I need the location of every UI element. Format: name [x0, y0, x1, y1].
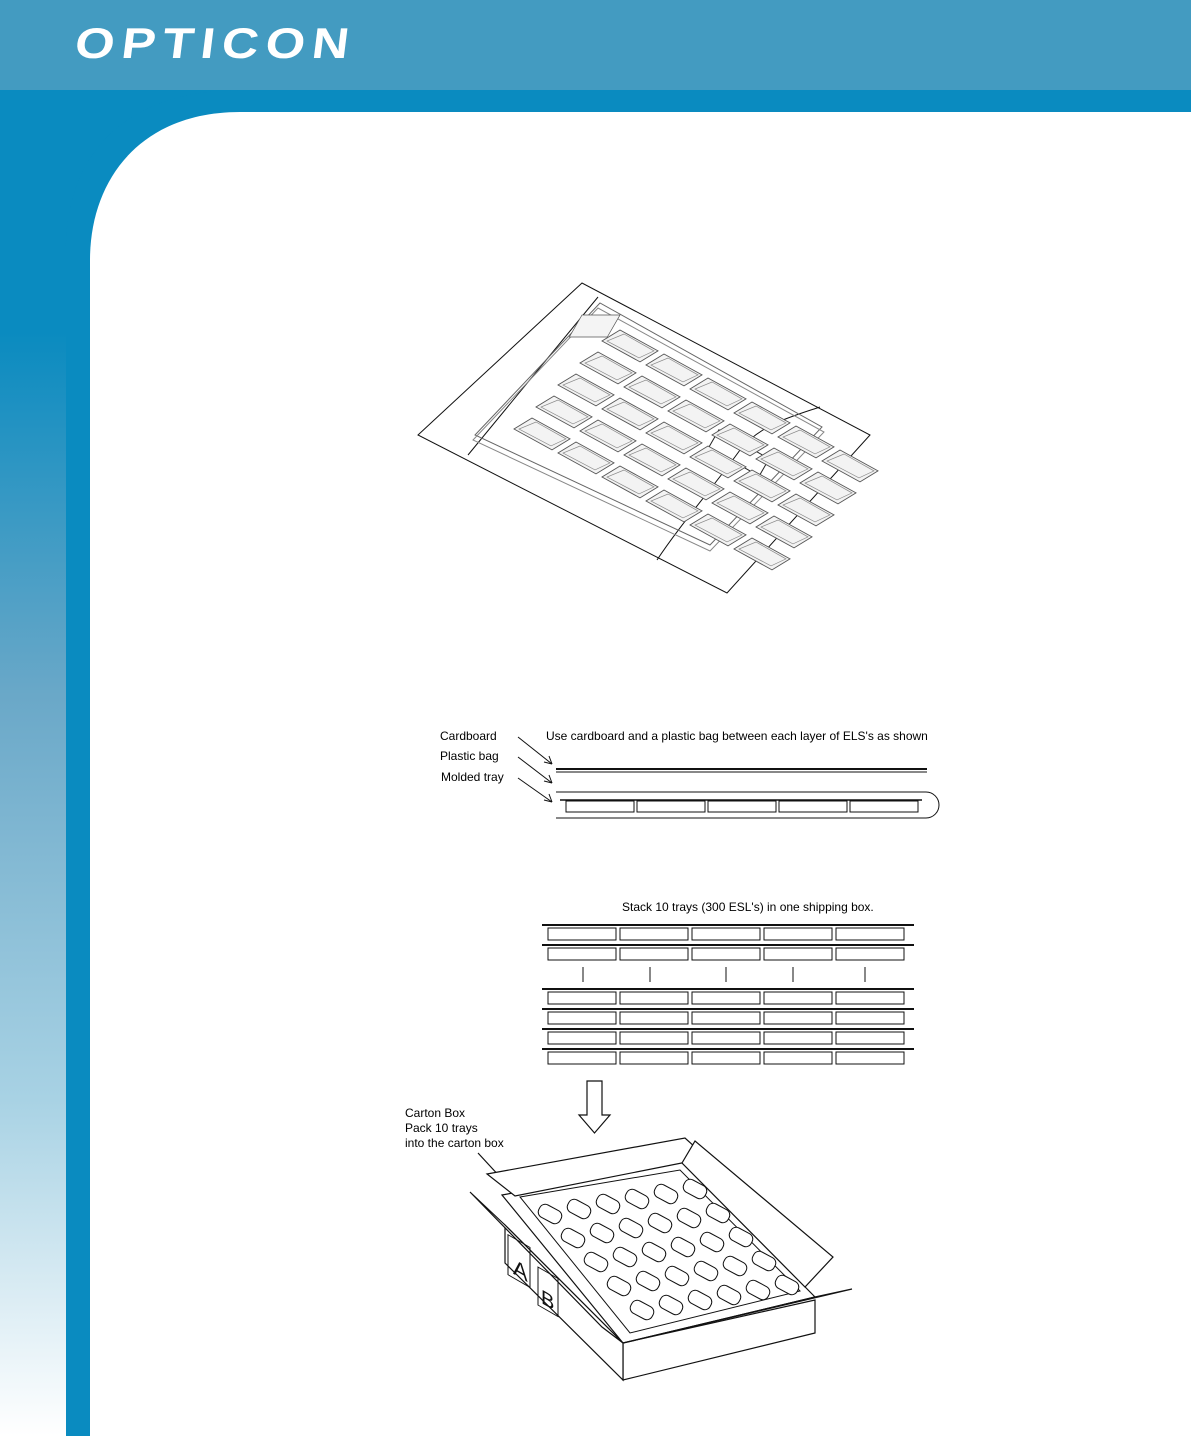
- tray-pocket: [624, 376, 680, 408]
- plastic-bag-wrap: [556, 792, 939, 818]
- tray-pocket: [602, 466, 658, 498]
- tray-pocket: [602, 398, 658, 430]
- tray-pocket: [712, 492, 768, 524]
- tray-layer-6: [542, 1049, 914, 1064]
- tray-pocket: [558, 442, 614, 474]
- tray-pocket: [756, 516, 812, 548]
- tray-layer-3: [542, 989, 914, 1004]
- box-letter-b: B: [541, 1284, 555, 1316]
- tray-pocket: [558, 374, 614, 406]
- stack-caption: Stack 10 trays (300 ESL's) in one shipping box.: [622, 900, 874, 914]
- molded-tray-label: Molded tray: [441, 770, 504, 784]
- tray-pocket: [536, 396, 592, 428]
- tray-pocket-grid: [470, 300, 830, 560]
- tray-pocket: [668, 468, 724, 500]
- tray-layer-5: [542, 1029, 914, 1044]
- tray-pocket: [580, 420, 636, 452]
- carton-label-line-2: Pack 10 trays: [405, 1121, 478, 1135]
- tray-pocket: [712, 424, 768, 456]
- tray-pocket: [690, 446, 746, 478]
- tray-pocket: [646, 490, 702, 522]
- tray-pocket: [646, 354, 702, 386]
- tray-pocket: [602, 330, 658, 362]
- tray-layer-1: [542, 925, 914, 940]
- tray-layer-2: [542, 945, 914, 960]
- plastic-bag-label: Plastic bag: [440, 749, 499, 763]
- arrow-cardboard: [518, 737, 552, 764]
- tray-pocket: [734, 470, 790, 502]
- tray-pocket: [646, 422, 702, 454]
- tray-pocket: [734, 402, 790, 434]
- carton-box-illustration: [460, 1075, 860, 1385]
- layering-cross-section: [510, 735, 950, 825]
- box-letter-a: A: [513, 1254, 528, 1288]
- tray-pocket: [778, 426, 834, 458]
- tray-pocket: [756, 448, 812, 480]
- tray-stack: [538, 920, 918, 1068]
- opticon-logo: OPTICON: [72, 20, 359, 68]
- tray-layer-4: [542, 1009, 914, 1024]
- carton-label-line-3: into the carton box: [405, 1136, 504, 1150]
- tray-pocket: [580, 352, 636, 384]
- arrow-plastic-bag: [518, 757, 552, 783]
- tray-pocket: [514, 418, 570, 450]
- tray-cells: [566, 801, 918, 812]
- carton-label-line-1: Carton Box: [405, 1106, 466, 1120]
- tray-pocket: [690, 378, 746, 410]
- layering-caption: Use cardboard and a plastic bag between each layer of ELS's as shown: [546, 729, 928, 743]
- tray-pocket: [668, 400, 724, 432]
- stack-continuation-marks: [583, 967, 865, 982]
- tray-pocket: [624, 444, 680, 476]
- tray-pocket: [778, 494, 834, 526]
- down-arrow-icon: [579, 1081, 610, 1133]
- tray-pocket: [690, 514, 746, 546]
- cardboard-label: Cardboard: [440, 729, 497, 743]
